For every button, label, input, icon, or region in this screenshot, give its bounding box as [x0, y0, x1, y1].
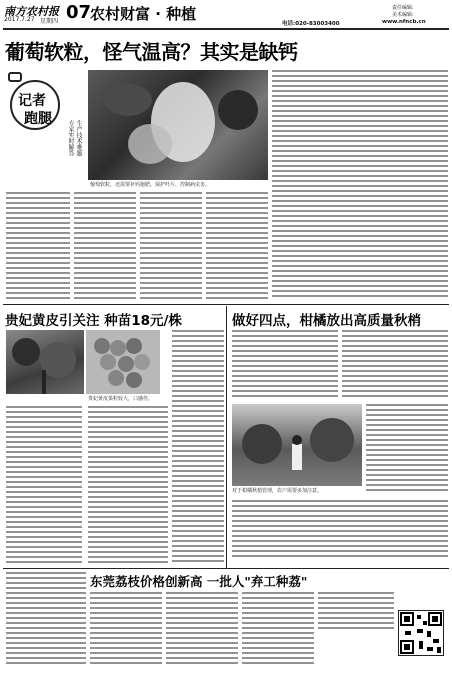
- citrus-photo-caption: 对于柑橘秋梢管理，农户需要多加注意。: [232, 488, 323, 494]
- article3-col3: [366, 404, 448, 496]
- hotline: 电话:020-83003400: [282, 21, 340, 27]
- megaphone-icon: [8, 72, 22, 82]
- article4-col1: [6, 572, 86, 670]
- article4-col2: [90, 592, 162, 670]
- wampee-photo-fruit: [86, 330, 160, 394]
- article1-headline: 葡萄软粒，怪气温高？其实是缺钙: [5, 40, 298, 64]
- orchard-workers-illustration: [232, 404, 362, 486]
- qr-code[interactable]: [398, 610, 444, 656]
- article4-headline: 东莞荔枝价格创新高 一批人"弃工种荔": [90, 574, 308, 589]
- article4-col3: [166, 592, 238, 670]
- column-divider: [226, 306, 227, 568]
- grape-photo: [88, 70, 268, 180]
- reporter-badge: [6, 72, 72, 152]
- article1-col1: [6, 192, 70, 302]
- section-title: 农村财富 · 种植: [90, 5, 197, 23]
- badge-title-line2: 跑腿: [24, 111, 52, 127]
- website: www.nfncb.cn: [382, 19, 426, 25]
- article1-col3: [140, 192, 202, 302]
- article3-col4: [232, 500, 448, 564]
- issue-date: 2017.7.27: [4, 16, 35, 23]
- article3-col1: [232, 330, 338, 402]
- article2-col1: [6, 406, 82, 566]
- fruit-cluster-illustration: [86, 330, 160, 394]
- wampee-photo-caption: 贵妃黄皮果粒较大，口感佳。: [88, 396, 154, 402]
- wampee-photo-tree: [6, 330, 84, 394]
- qr-code-icon: [399, 611, 443, 655]
- article3-col2: [342, 330, 448, 402]
- page-number: 07: [66, 2, 92, 23]
- grape-photo-caption: 葡萄软粒，还需要补钙施肥、保护叶片、控制病虫害。: [90, 182, 211, 188]
- badge-sub-1: 生产技术难题: [75, 120, 82, 156]
- badge-sub-2: 专家实时解答: [67, 120, 74, 156]
- article4-col5: [318, 592, 394, 634]
- article1-col4: [206, 192, 268, 302]
- article3-headline: 做好四点，柑橘放出高质量秋梢: [232, 313, 421, 329]
- masthead: [0, 0, 452, 28]
- editor-credit: 责任编辑:: [392, 5, 414, 11]
- article1-right-text: [272, 70, 448, 302]
- article1-col2: [74, 192, 136, 302]
- article2-headline: 贵妃黄皮引关注 种苗18元/株: [5, 313, 182, 329]
- fruit-tree-illustration: [6, 330, 84, 394]
- section-divider-2: [3, 568, 449, 569]
- article2-col3: [172, 330, 224, 566]
- section-divider-1: [3, 304, 449, 305]
- grape-bunch-illustration: [88, 70, 268, 180]
- article2-col2: [88, 406, 168, 566]
- designer-credit: 美术编辑:: [392, 12, 414, 18]
- paper-name: 南方农村报: [4, 5, 59, 18]
- badge-title-line1: 记者: [18, 93, 46, 109]
- issue-weekday: 星期四: [40, 18, 59, 25]
- article4-col4: [242, 592, 314, 670]
- citrus-photo: [232, 404, 362, 486]
- masthead-rule: [3, 28, 449, 30]
